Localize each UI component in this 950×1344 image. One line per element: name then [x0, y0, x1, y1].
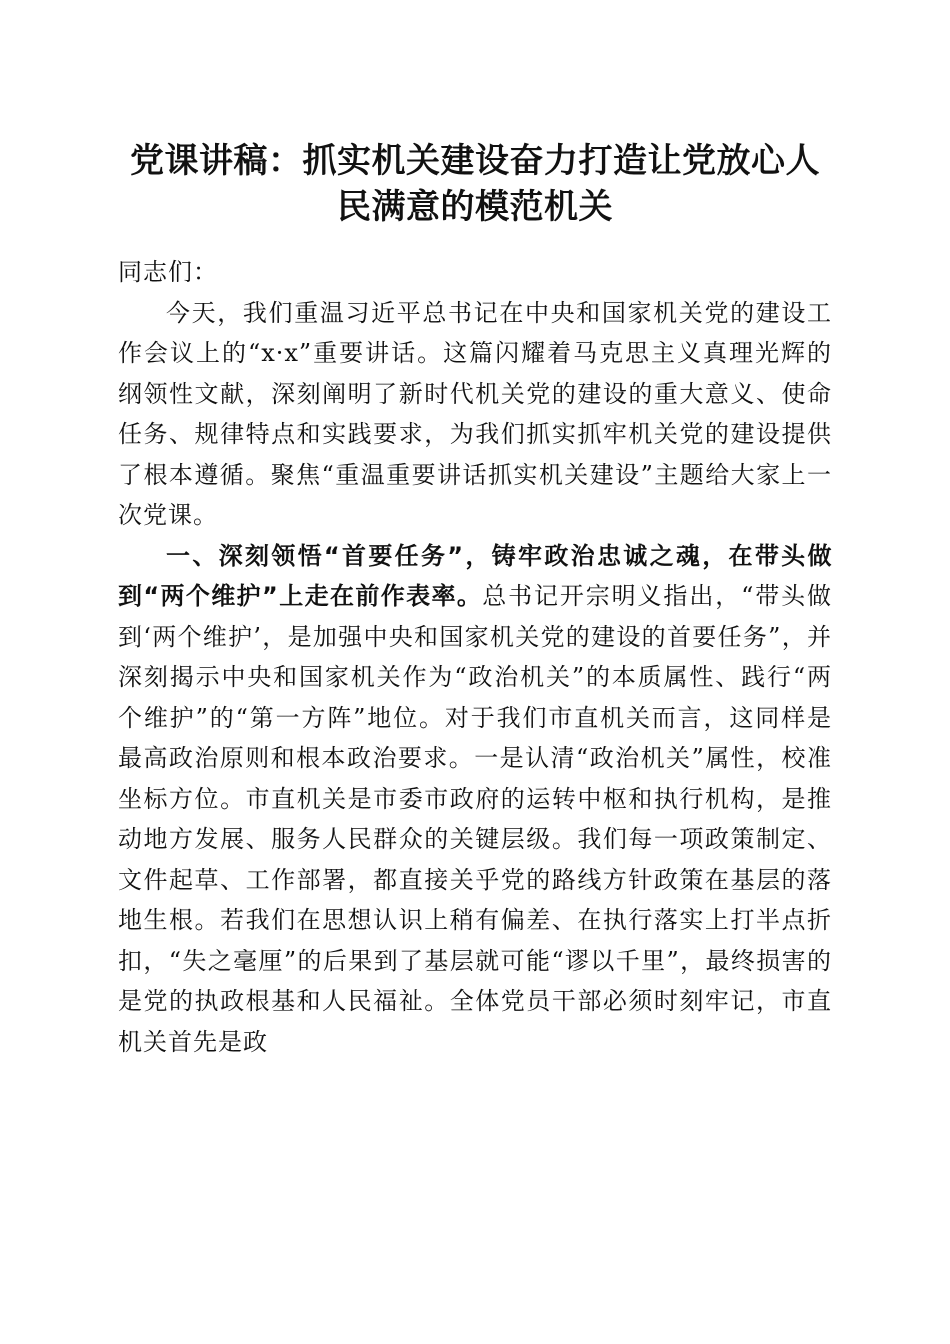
section-1-body: 总书记开宗明义指出，“带头做到‘两个维护’，是加强中央和国家机关党的建设的首要任务”，并深刻揭示中央和国家机关作为“政治机关”的本质属性、践行“两个维护”的“第一方阵”地位。对于我们市直机关而言，这同样是最高政治原则和根本政治要求。一是认清“政治机关”属性，校准坐标方位。市直机关是市委市政府的运转中枢和执行机构，是推动地方发展、服务人民群众的关键层级。我们每一项政策制定、文件起草、工作部署，都直接关乎党的路线方针政策在基层的落地生根。若我们在思想认识上稍有偏差、在执行落实上打半点折扣，“失之毫厘”的后果到了基层就可能“谬以千里”，最终损害的是党的执政根基和人民福祉。全体党员干部必须时刻牢记，市直机关首先是政	[118, 582, 832, 1056]
intro-paragraph: 今天，我们重温习近平总书记在中央和国家机关党的建设工作会议上的“x·x”重要讲话。这篇闪耀着马克思主义真理光辉的纲领性文献，深刻阐明了新时代机关党的建设的重大意义、使命任务、规律特点和实践要求，为我们抓实抓牢机关党的建设提供了根本遵循。聚焦“重温重要讲话抓实机关建设”主题给大家上一次党课。	[118, 298, 832, 529]
title-line-1: 党课讲稿：抓实机关建设奋力打造让党放心人	[130, 141, 820, 181]
salutation: 同志们：	[118, 258, 218, 286]
document-title	[118, 138, 832, 230]
document-body	[118, 252, 832, 1062]
title-line-2: 民满意的模范机关	[337, 187, 613, 227]
section-1-heading: 一、深刻领悟“首要任务”，铸牢政治忠诚之魂，在带头做到“两个维护”上走在前作表率。	[118, 541, 832, 610]
section-1-paragraph	[118, 536, 832, 1063]
